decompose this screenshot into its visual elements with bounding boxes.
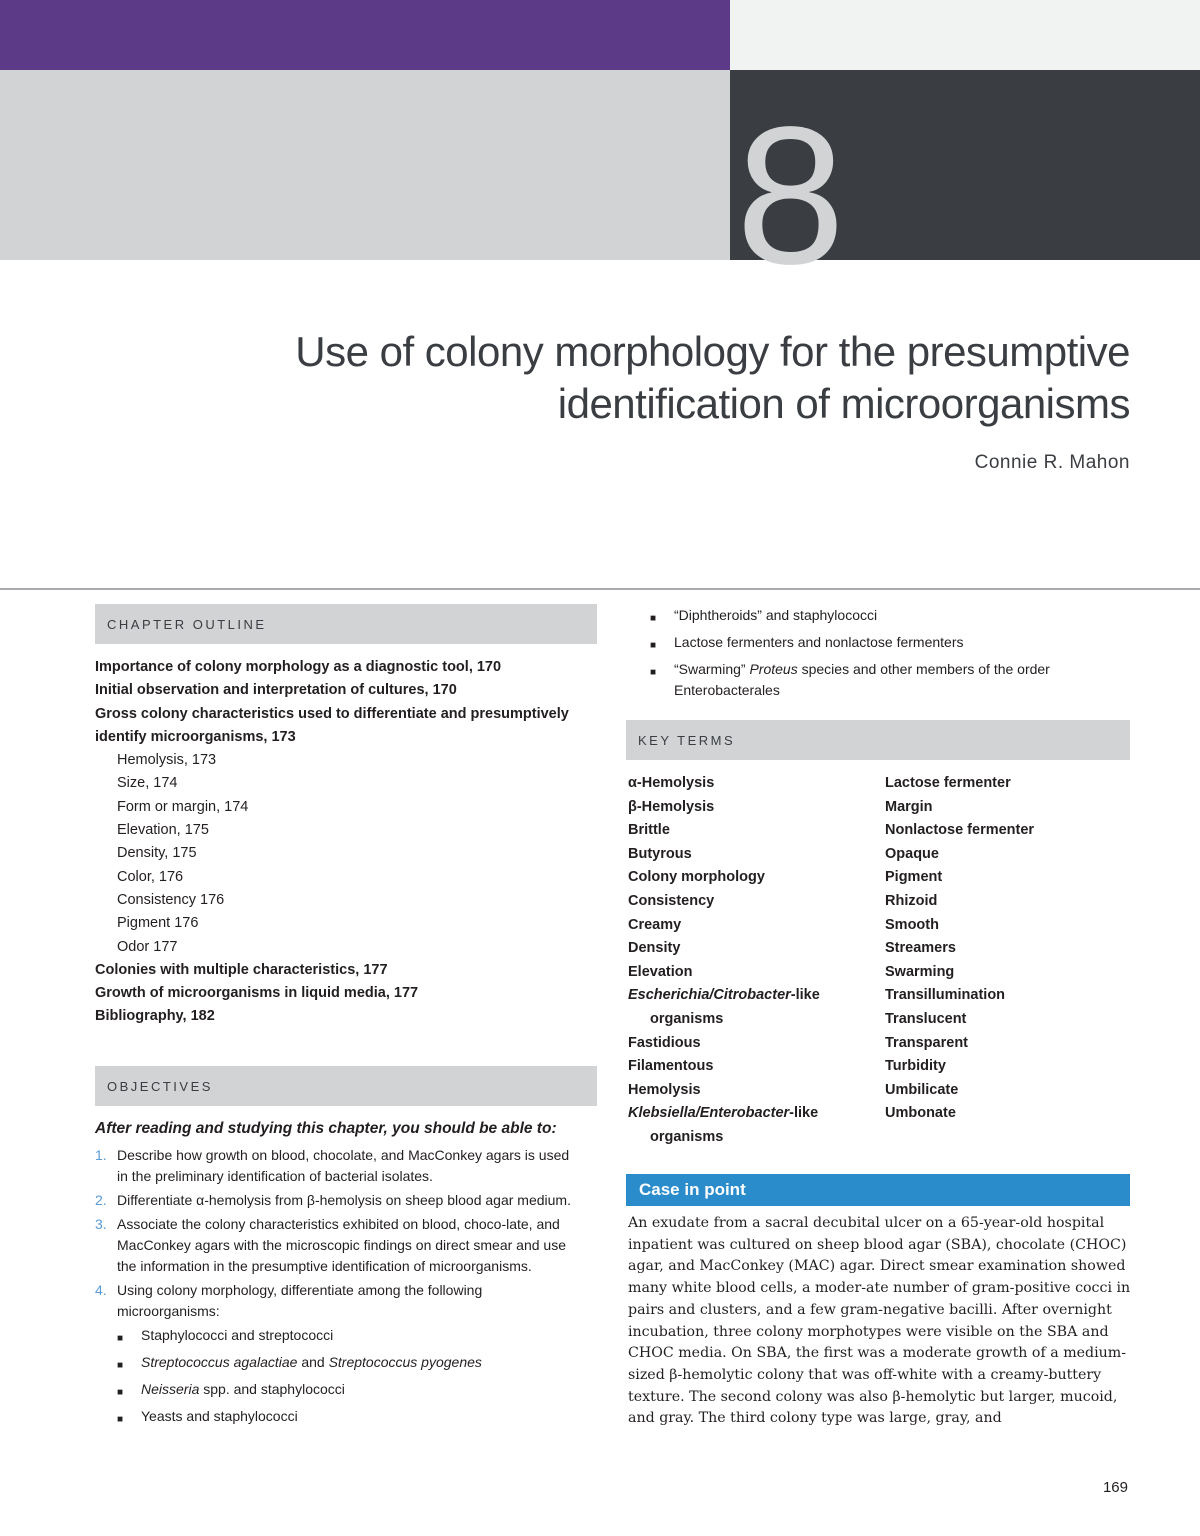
outline-item: Color, 176: [117, 868, 184, 885]
key-term: [885, 866, 1130, 890]
outline-item: identify microorganisms, 173: [95, 728, 296, 745]
key-term: [628, 890, 878, 914]
key-term-text: Density: [628, 940, 681, 957]
key-term: [885, 1079, 1130, 1103]
plain-text: spp. and staphylococci: [199, 1381, 345, 1397]
objectives-list: [95, 1145, 575, 1433]
key-term-text: Elevation: [628, 963, 693, 980]
bullet-icon: ■: [117, 1414, 124, 1425]
key-term-text: Swarming: [885, 963, 955, 980]
key-term: [628, 796, 878, 820]
outline-item: Importance of colony morphology as a diagnostic tool, 170: [95, 659, 502, 675]
objective-sub-text: [674, 632, 964, 656]
key-term: [628, 1032, 878, 1056]
key-terms-heading: KEY TERMS: [626, 720, 1130, 760]
objective-text: Associate the colony characteristics exhibited on blood, choco-late, and MacConkey agars with the microscopic findings on direct smear and use the information in the presumptive identification of microorganisms.: [117, 1216, 566, 1274]
key-term-italic: Klebsiella/Enterobacter: [628, 1105, 790, 1122]
objective-item: [95, 1280, 575, 1322]
objective-item: [95, 1190, 575, 1211]
chapter-title-line-2: identification of microorganisms: [557, 380, 1130, 427]
key-term: [885, 1055, 1130, 1079]
key-term-text: Opaque: [885, 845, 939, 862]
outline-item: Hemolysis, 173: [117, 752, 217, 769]
key-term: [885, 843, 1130, 867]
plain-text: species and other members of the order Enterobacterales: [674, 661, 1050, 698]
key-term-text: organisms: [650, 1128, 724, 1145]
objective-sub-item: [117, 1379, 575, 1403]
objective-sub-item: [117, 1352, 575, 1376]
italic-text: Streptococcus pyogenes: [328, 1354, 482, 1370]
objective-number: 1.: [95, 1147, 107, 1163]
objective-number: 3.: [95, 1216, 107, 1232]
objective-sub-text: [141, 1379, 345, 1403]
outline-heading: CHAPTER OUTLINE: [95, 604, 597, 644]
bullet-icon: ■: [650, 640, 657, 651]
header-gray-band: [0, 70, 730, 260]
objective-sub-item: [117, 1325, 575, 1349]
key-term: [628, 1055, 878, 1079]
key-term-text: Hemolysis: [628, 1081, 701, 1098]
key-term-text: Consistency: [628, 892, 715, 909]
key-term-text: Umbonate: [885, 1105, 956, 1122]
key-term: [628, 937, 878, 961]
key-term: [885, 796, 1130, 820]
key-term: [885, 1008, 1130, 1032]
key-term: [628, 1079, 878, 1103]
key-term-text: Brittle: [628, 822, 670, 839]
outline-item: Form or margin, 174: [117, 798, 249, 815]
outline-item: Size, 174: [117, 775, 178, 792]
bullet-icon: ■: [650, 667, 657, 678]
page-number: 169: [1102, 1479, 1128, 1496]
objective-text: Differentiate α-hemolysis from β-hemolysis on sheep blood agar medium.: [117, 1192, 571, 1208]
header-purple-bar: [0, 0, 730, 70]
objective-text: Using colony morphology, differentiate among the following microorganisms:: [117, 1282, 483, 1319]
key-term-italic: Escherichia/Citrobacter: [628, 987, 791, 1004]
objective-item: [95, 1145, 575, 1187]
key-term: [628, 819, 878, 843]
key-term-text: Colony morphology: [628, 869, 765, 886]
key-term: [885, 961, 1130, 985]
chapter-number: 8: [736, 86, 842, 305]
objective-sub-item: [650, 632, 1120, 656]
objective-sub-text: [674, 659, 1120, 701]
key-term-text: Turbidity: [885, 1058, 946, 1075]
key-terms-column-2: [885, 772, 1130, 1126]
key-term: [628, 1102, 878, 1126]
objective-sub-list: [117, 1325, 575, 1430]
key-term-text: Transparent: [885, 1034, 968, 1051]
objective-sub-text: [141, 1325, 333, 1349]
key-term-text: Rhizoid: [885, 892, 938, 909]
key-term-text: Umbilicate: [885, 1081, 959, 1098]
key-term-text: Filamentous: [628, 1058, 714, 1075]
key-term: [628, 843, 878, 867]
plain-text: Yeasts and staphylococci: [141, 1408, 298, 1424]
key-term-text: β-Hemolysis: [628, 798, 715, 815]
key-term: [628, 1126, 878, 1150]
key-term-text: Streamers: [885, 940, 956, 957]
key-term: [885, 772, 1130, 796]
outline-item: Density, 175: [117, 845, 197, 862]
key-terms-column-1: [628, 772, 878, 1150]
chapter-author: Connie R. Mahon: [974, 452, 1130, 473]
key-term-text: Creamy: [628, 916, 682, 933]
objective-number: 2.: [95, 1192, 107, 1208]
objective-number: 4.: [95, 1282, 107, 1298]
plain-text: “Swarming”: [674, 661, 750, 677]
key-term: [885, 1102, 1130, 1126]
key-term-text: Pigment: [885, 869, 943, 886]
objectives-intro: After reading and studying this chapter, you should be able to:: [95, 1120, 557, 1137]
case-in-point-heading: Case in point: [626, 1174, 1130, 1206]
key-term-text: Nonlactose fermenter: [885, 822, 1035, 839]
outline-item: Growth of microorganisms in liquid media, 177: [95, 985, 419, 1002]
italic-text: Streptococcus agalactiae: [141, 1354, 298, 1370]
objective-sub-text: [141, 1352, 482, 1376]
outline-item: Consistency 176: [117, 891, 225, 908]
key-term: [885, 890, 1130, 914]
chapter-title-line-1: Use of colony morphology for the presumptive: [295, 328, 1130, 375]
objective-sub-item: [650, 605, 1120, 629]
outline-item: Pigment 176: [117, 915, 199, 932]
key-term: [885, 984, 1130, 1008]
key-term-text: Translucent: [885, 1010, 967, 1027]
outline-item: Initial observation and interpretation of cultures, 170: [95, 682, 457, 699]
objective-sub-text: [141, 1406, 298, 1430]
plain-text: and: [297, 1354, 329, 1370]
key-term-text: Lactose fermenter: [885, 775, 1011, 791]
bullet-icon: ■: [117, 1360, 124, 1371]
italic-text: Neisseria: [141, 1381, 200, 1397]
key-term: [628, 1008, 878, 1032]
outline-list: [95, 656, 595, 1029]
key-term-text: α-Hemolysis: [628, 775, 715, 791]
objectives-heading: OBJECTIVES: [95, 1066, 597, 1106]
outline-item: Odor 177: [117, 938, 178, 955]
objective-sub-text: [674, 605, 877, 629]
key-term-text: -like: [790, 987, 820, 1004]
outline-item: Bibliography, 182: [95, 1008, 215, 1025]
outline-item: Elevation, 175: [117, 822, 209, 839]
section-divider: [0, 588, 1200, 590]
key-term: [628, 914, 878, 938]
plain-text: “Diphtheroids” and staphylococci: [674, 607, 878, 623]
bullet-icon: ■: [650, 613, 657, 624]
key-term: [628, 866, 878, 890]
key-term-text: organisms: [650, 1010, 724, 1027]
key-term-text: -like: [789, 1105, 819, 1122]
key-term-text: Transillumination: [885, 987, 1006, 1004]
key-term: [885, 914, 1130, 938]
objective-item: [95, 1214, 575, 1277]
objectives-continued-list: [650, 605, 1120, 704]
key-term: [885, 819, 1130, 843]
key-term: [628, 961, 878, 985]
key-term-text: Fastidious: [628, 1034, 701, 1051]
key-term: [628, 984, 878, 1008]
key-term-text: Margin: [885, 798, 933, 815]
key-term: [885, 937, 1130, 961]
objective-sub-item: [117, 1406, 575, 1430]
key-term: [885, 1032, 1130, 1056]
header-light-bar: [730, 0, 1200, 70]
bullet-icon: ■: [117, 1387, 124, 1398]
objective-text: Describe how growth on blood, chocolate, and MacConkey agars is used in the preliminary identification of bacterial isolates.: [117, 1147, 570, 1184]
plain-text: Staphylococci and streptococci: [141, 1327, 334, 1343]
plain-text: Lactose fermenters and nonlactose fermenters: [674, 634, 964, 650]
bullet-icon: ■: [117, 1333, 124, 1344]
outline-item: Colonies with multiple characteristics, 177: [95, 961, 388, 978]
key-term-text: Smooth: [885, 916, 939, 933]
chapter-title: [230, 326, 1130, 430]
key-term-text: Butyrous: [628, 845, 692, 862]
case-in-point-text: An exudate from a sacral decubital ulcer on a 65-year-old hospital inpatient was cultured on sheep blood agar (SBA), chocolate (CHOC) agar, and MacConkey (MAC) agar. Direct smear examination showed many white blood cells, a moder-ate number of gram-positive cocci in pairs and clusters, and a few gram-negative bacilli. After overnight incubation, three colony morphotypes were visible on the SBA and CHOC media. On SBA, the first was a moderate growth of a medium-sized β-hemolytic colony that was off-white with a creamy-buttery texture. The second colony was also β-hemolytic but larger, mucoid, and gray. The third colony type was large, gray, and: [628, 1215, 1131, 1427]
objective-sub-item: [650, 659, 1120, 701]
key-term: [628, 772, 878, 796]
italic-text: Proteus: [749, 661, 798, 677]
outline-item: Gross colony characteristics used to differentiate and presumptively: [95, 705, 569, 722]
